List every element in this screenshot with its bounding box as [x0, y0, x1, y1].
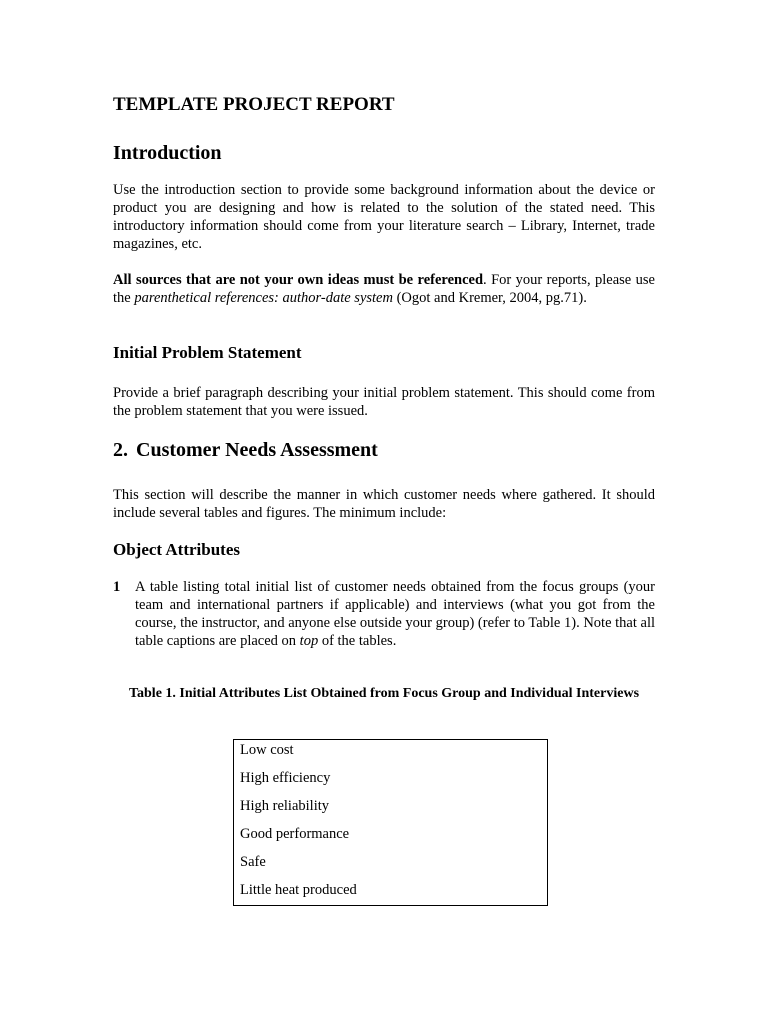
- table-caption: Table 1. Initial Attributes List Obtained from Focus Group and Individual Interviews: [128, 686, 640, 701]
- list-item-number: 1: [113, 579, 121, 595]
- references-paragraph: [113, 271, 655, 307]
- table-row: Good performance: [240, 826, 350, 842]
- attributes-table: [233, 739, 548, 906]
- customer-needs-heading: [113, 439, 378, 462]
- section-title: Customer Needs Assessment: [136, 439, 378, 461]
- problem-statement-paragraph: Provide a brief paragraph describing your initial problem statement. This should come from the problem statement that you were issued.: [113, 385, 655, 419]
- list-item-body: [135, 578, 655, 650]
- table-row: Safe: [240, 854, 266, 870]
- introduction-heading: Introduction: [113, 142, 222, 164]
- customer-needs-paragraph: This section will describe the manner in which customer needs where gathered. It should include several tables and figures. The minimum include:: [113, 487, 655, 521]
- document-title: TEMPLATE PROJECT REPORT: [113, 94, 395, 115]
- object-attributes-heading: Object Attributes: [113, 540, 241, 559]
- table-row: High reliability: [240, 798, 329, 814]
- list-item-text: A table listing total initial list of customer needs obtained from the focus groups (your team and international partners if applicable) and interviews (what you got from the course, the instructor, and anyone else outside your group) (refer to Table 1). Note that all table captions are placed on: [135, 579, 655, 649]
- table-row: Little heat produced: [240, 882, 357, 898]
- list-item-text-end: of the tables.: [318, 633, 397, 649]
- references-system: parenthetical references: author-date system: [134, 290, 393, 306]
- table-row: Low cost: [240, 742, 294, 758]
- introduction-paragraph: Use the introduction section to provide some background information about the device or product you are designing and how is related to the solution of the stated need. This introductory information should come from your literature search – Library, Internet, trade magazines, etc.: [113, 182, 655, 252]
- numbered-list-item: [113, 578, 655, 650]
- references-citation: (Ogot and Kremer, 2004, pg.71).: [392, 290, 587, 306]
- references-text: . For your reports, please use the: [113, 272, 655, 306]
- section-number: 2.: [113, 439, 128, 461]
- table-row: High efficiency: [240, 770, 331, 786]
- references-emphasis: All sources that are not your own ideas must be referenced: [113, 272, 484, 288]
- list-item-emphasis: top: [299, 633, 319, 649]
- attributes-list: [234, 740, 547, 908]
- problem-statement-heading: Initial Problem Statement: [113, 343, 302, 362]
